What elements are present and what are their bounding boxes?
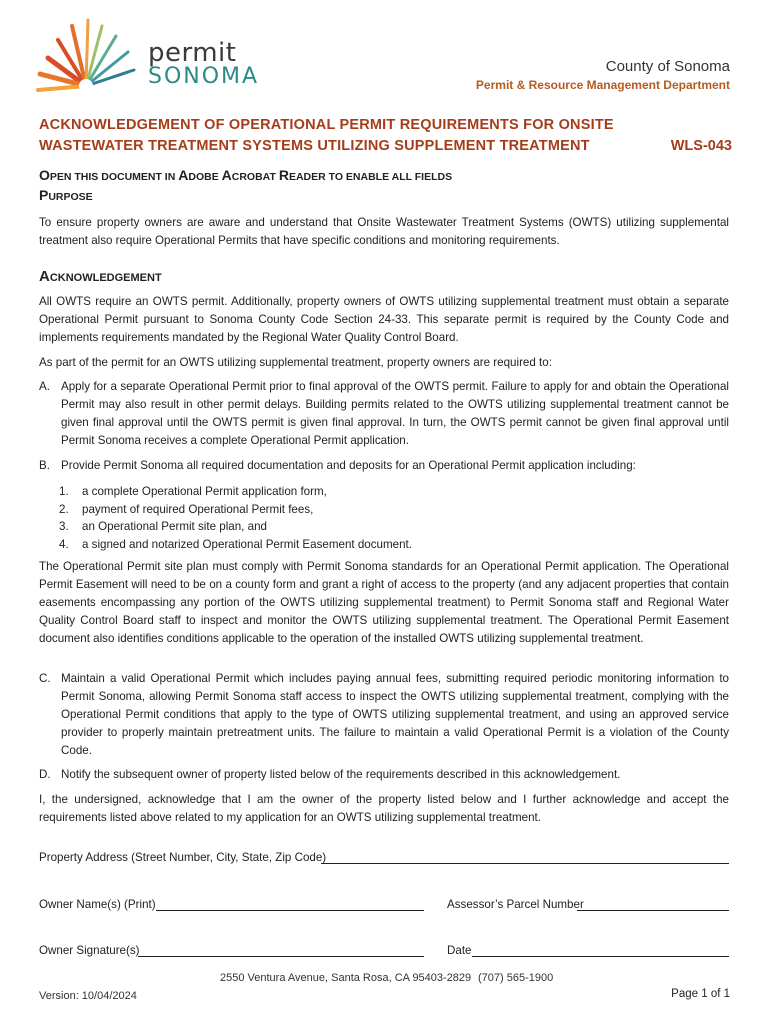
document-title-line2: WASTEWATER TREATMENT SYSTEMS UTILIZING SUPPLEMENT TREATMENT [39,138,590,154]
apn-input[interactable] [577,897,729,910]
list-item: 1. a complete Operational Permit application form, [59,485,327,498]
footer-phone: (707) 565-1900 [478,972,554,984]
property-address-label: Property Address (Street Number, City, State, Zip Code) [39,851,327,864]
list-item: 4. a signed and notarized Operational Permit Easement document. [59,537,412,551]
item-d-label: D. [39,768,51,781]
acknowledgement-heading: ACKNOWLEDGEMENT [39,268,162,285]
item-b-label: B. [39,459,50,472]
item-c-label: C. [39,672,51,685]
form-number: WLS-043 [670,138,732,154]
requirement-item-d [39,766,729,784]
requirement-item-c [39,670,729,760]
item-a-text: Apply for a separate Operational Permit prior to final approval of the OWTS permit. Failure to apply for and obtain the Operational Permit may also result in other permit delays. Building permits related to the OWTS utilizing supplemental treatment cannot be given final approval until the OWTS permit is given final approval. In turn, the OWTS permit cannot be given final approval until Permit Sonoma receives a complete Operational Permit application. [61,380,729,447]
property-address-input[interactable] [321,850,729,863]
item-a-label: A. [39,380,50,393]
apn-field[interactable] [577,896,729,911]
item-c-text: Maintain a valid Operational Permit which includes paying annual fees, submitting required periodic monitoring information to Permit Sonoma, allowing Permit Sonoma staff access to inspect the OWTS utilizing supplemental treatment, complying with the Operational Permit conditions that apply to the type of OWTS utilizing supplemental treatment, and using an approved service provider to properly maintain pretreatment units. The failure to maintain a valid Operational Permit is a violation of the County Code. [61,672,729,757]
version-date: Version: 10/04/2024 [39,990,137,1002]
document-title-line1: ACKNOWLEDGEMENT OF OPERATIONAL PERMIT REQUIREMENTS FOR ONSITE [39,117,614,133]
footer-address: 2550 Ventura Avenue, Santa Rosa, CA 95403-2829 [220,972,472,984]
requirement-item-b [39,457,729,475]
permit-sonoma-sunburst-logo [26,14,144,94]
site-plan-paragraph: The Operational Permit site plan must comply with Permit Sonoma standards for an Operational Permit application. The Operational Permit Easement will need to be on a county form and grant a right of access to the property (and any adjacent properties that contain easements encompassing any portion of the OWTS utilizing supplemental treatment) to Permit Sonoma staff and Regional Water Quality Control Board staff to inspect and monitor the OWTS utilizing supplemental treatment. The Operational Permit Easement document also identifies conditions applicable to the operation of the installed OWTS utilizing supplemental treatment. [39,560,729,645]
date-label: Date [447,944,472,957]
owner-statement: I, the undersigned, acknowledge that I am the owner of the property listed below and I further acknowledge and accept the requirements listed above related to my application for an OWTS utilizing supplemental treatment. [39,793,729,824]
list-item: 2. payment of required Operational Permit fees, [59,502,314,516]
property-address-field[interactable] [321,849,729,864]
acknowledgement-lead: As part of the permit for an OWTS utilizing supplemental treatment, property owners are required to: [39,356,552,369]
requirement-item-a [39,378,729,450]
page-number: Page 1 of 1 [671,988,730,1000]
owner-name-input[interactable] [156,897,424,910]
apn-label: Assessor’s Parcel Number [447,898,584,911]
date-input[interactable] [472,943,729,956]
owner-name-field[interactable] [156,896,424,911]
open-in-acrobat-note: OPEN THIS DOCUMENT IN ADOBE ACROBAT READER TO ENABLE ALL FIELDS [39,167,453,183]
department-name: Permit & Resource Management Department [475,78,730,92]
acknowledgement-intro: All OWTS require an OWTS permit. Additionally, property owners of OWTS utilizing supplemental treatment must obtain a separate Operational Permit pursuant to Sonoma County Code Section 24-33. This separate permit is required by the County Code and implements requirements mandated by the Regional Water Quality Control Board. [39,295,729,344]
item-d-text: Notify the subsequent owner of property listed below of the requirements described in this acknowledgement. [61,768,621,781]
owner-signature-field[interactable] [138,942,424,957]
owner-name-label: Owner Name(s) (Print) [39,898,156,911]
sub-list [59,483,719,553]
list-item: 3. an Operational Permit site plan, and [59,520,267,533]
purpose-heading: PURPOSE [39,187,93,203]
owner-signature-input[interactable] [138,943,424,956]
logo-sonoma-text: SONOMA [148,64,260,89]
county-name: County of Sonoma [605,58,730,75]
date-field[interactable] [472,942,729,957]
logo-permit-text: permit [148,38,237,68]
purpose-text: To ensure property owners are aware and understand that Onsite Wastewater Treatment Systems (OWTS) utilizing supplemental treatment also require Operational Permits that have specific conditions and monitoring requirements. [39,216,729,247]
item-b-text: Provide Permit Sonoma all required documentation and deposits for an Operational Permit application including: [61,459,636,472]
owner-signature-label: Owner Signature(s) [39,944,140,957]
